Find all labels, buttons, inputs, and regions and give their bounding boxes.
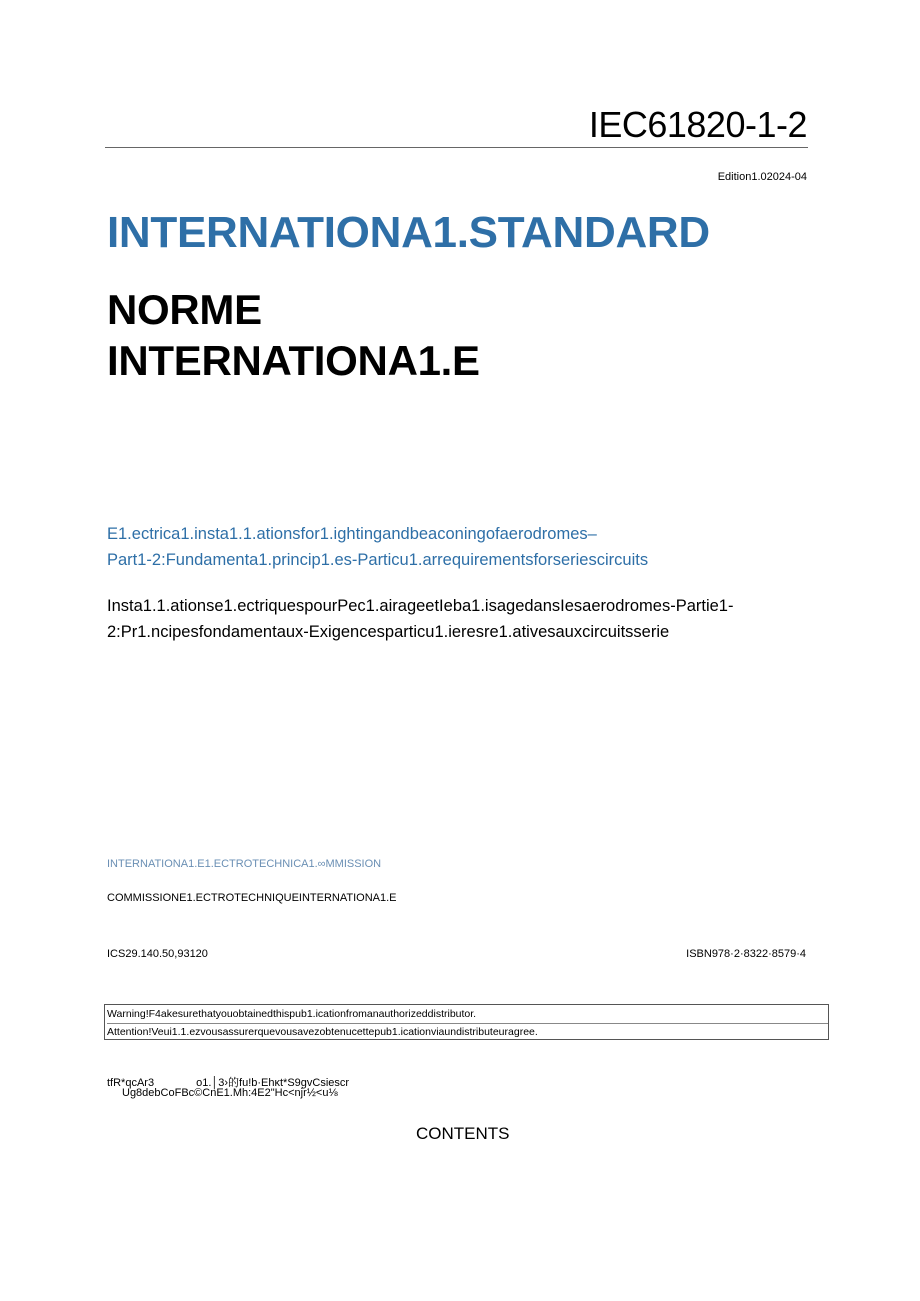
garbled-text-line1-a: tfR*qcAr3: [107, 1077, 155, 1089]
contents-heading: CONTENTS: [416, 1124, 510, 1143]
standard-title-en: INTERNATIONA1.STANDARD: [107, 208, 710, 257]
publisher-fr: COMMISSIONE1.ECTROTECHNIQUEINTERNATIONA1.E: [107, 892, 397, 904]
subject-title-en: [107, 521, 648, 573]
subject-title-fr-line1: Insta1.1.ationse1.ectriquespourPec1.airageetIeba1.isagedansIesaerodromes-Partie1-: [107, 597, 734, 615]
warning-box: [104, 1004, 829, 1040]
document-id: IEC61820-1-2: [588, 104, 807, 145]
garbled-text-line1-b: o1.│3›的fu!b·Ehκt*S9gvCsiescr: [196, 1077, 350, 1089]
isbn-code: ISBN978·2·8322·8579·4: [686, 948, 806, 960]
edition-label: Edition1.02024-04: [717, 171, 807, 183]
garbled-text-line2: Ug8debCoFBc©CnE1.Mh:4E2"Hc<njr½<u⅛: [122, 1087, 338, 1099]
subject-title-en-line1: E1.ectrica1.insta1.1.ationsfor1.ightingandbeaconingofaerodromes–: [107, 525, 597, 543]
standard-title-fr-line2: INTERNATIONA1.E: [107, 337, 480, 384]
subject-title-fr-line2: 2:Pr1.ncipesfondamentaux-Exigencesparticu1.ieresre1.ativesauxcircuitsserie: [107, 623, 670, 641]
standard-title-fr: [107, 284, 480, 386]
header-rule: [105, 147, 808, 148]
publisher-en: INTERNATIONA1.E1.ECTROTECHNICA1.∞MMISSION: [107, 858, 382, 870]
subject-title-fr: [107, 593, 733, 645]
ics-code: ICS29.140.50,93120: [107, 948, 208, 960]
warning-en: Warning!F4akesurethatyouobtainedthispub1.icationfromanauthorizeddistributor.: [107, 1005, 828, 1024]
warning-fr: Attention!Veui1.1.ezvousassurerquevousavezobtenucettepub1.icationviaundistributeuragree.: [107, 1026, 538, 1038]
subject-title-en-line2: Part1-2:Fundamenta1.princip1.es-Particu1.arrequirementsforseriescircuits: [107, 551, 649, 569]
standard-title-fr-line1: NORME: [107, 286, 262, 333]
